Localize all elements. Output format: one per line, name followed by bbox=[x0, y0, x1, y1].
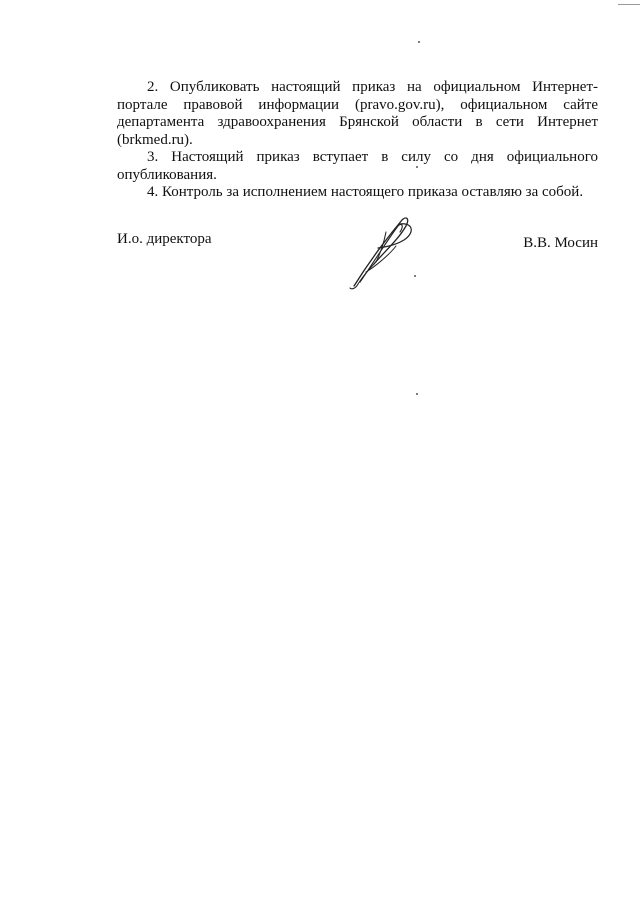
signatory-name: В.В. Мосин bbox=[523, 235, 598, 251]
paragraph-2: 2. Опубликовать настоящий приказ на официальном Интернет-портале правовой информации (pravo.gov.ru), официальном сайте департамента здравоохранения Брянской области в сети Интернет (brkmed.ru). bbox=[117, 79, 598, 148]
scan-speck bbox=[416, 166, 418, 168]
scan-edge-mark bbox=[618, 4, 640, 5]
handwritten-signature-icon bbox=[340, 212, 420, 292]
signatory-title: И.о. директора bbox=[117, 231, 212, 247]
paragraph-4: 4. Контроль за исполнением настоящего приказа оставляю за собой. bbox=[147, 184, 584, 200]
paragraph-3: 3. Настоящий приказ вступает в силу со дня официального опубликования. bbox=[117, 149, 598, 183]
scan-speck bbox=[416, 393, 418, 395]
scan-speck bbox=[414, 275, 416, 277]
document-body bbox=[117, 79, 598, 202]
scan-speck bbox=[418, 41, 420, 43]
